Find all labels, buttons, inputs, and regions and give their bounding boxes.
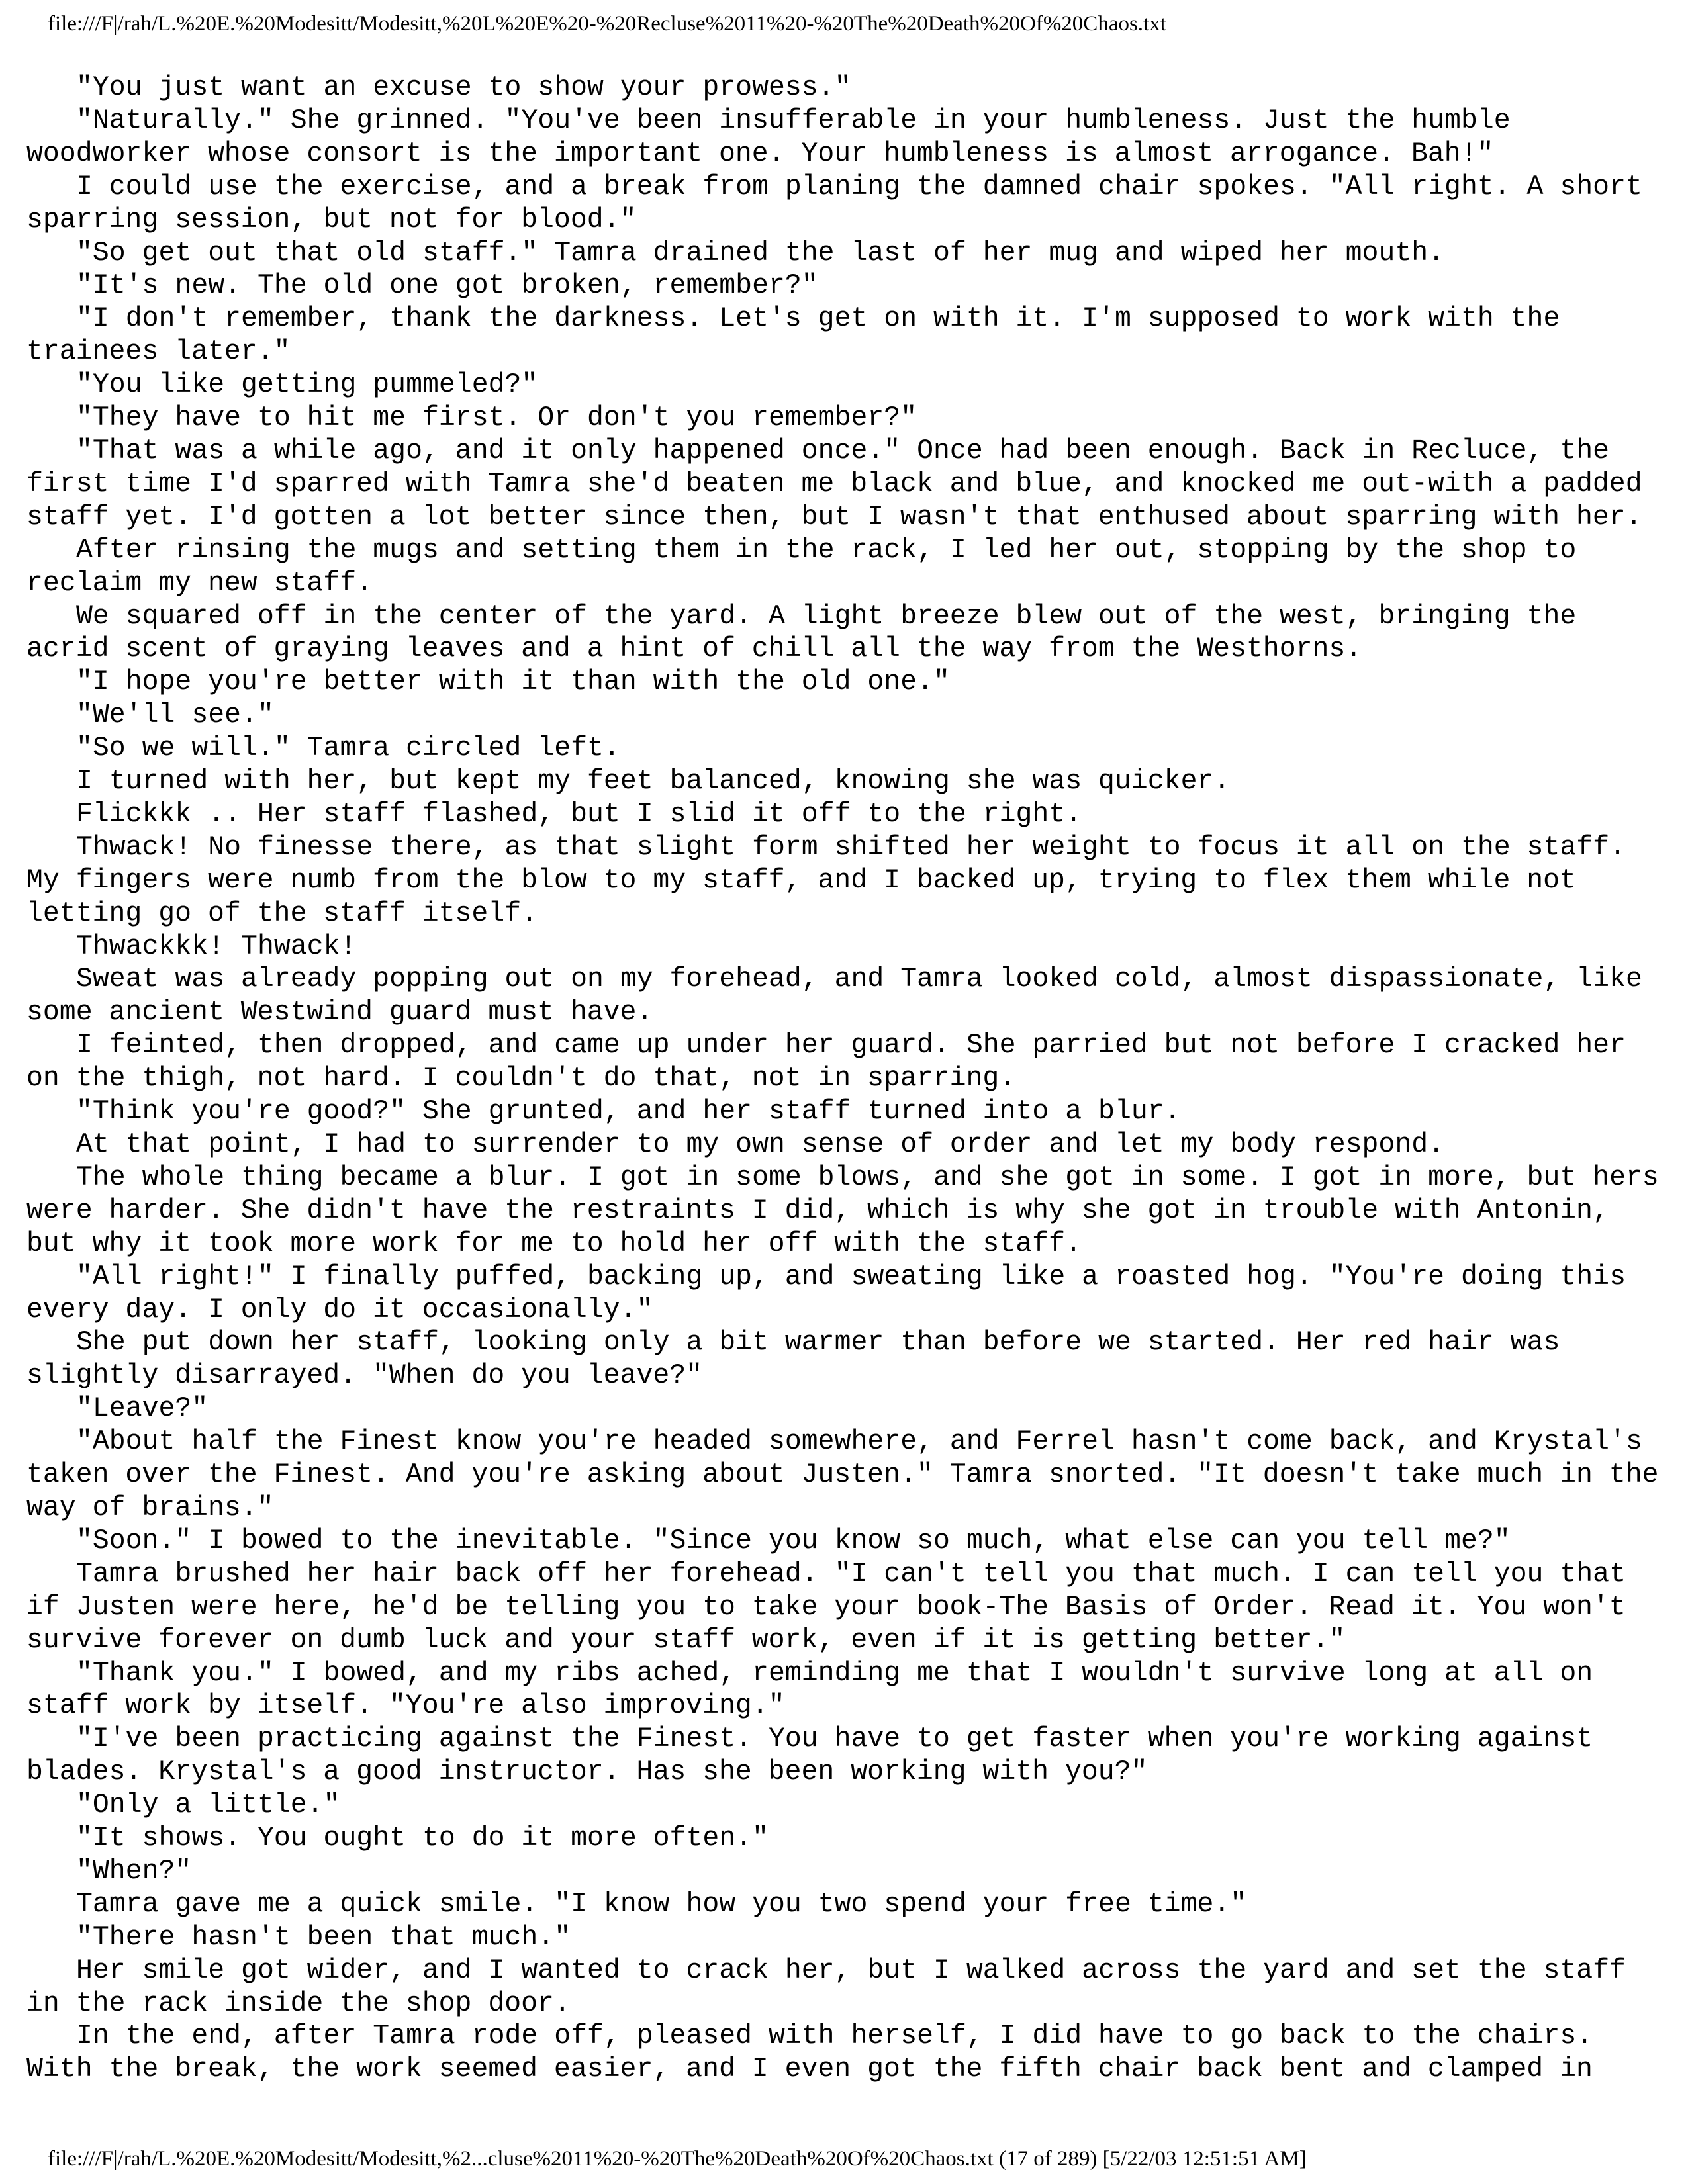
paragraph: "I've been practicing against the Finest. You have to get faster when you're working against blades. Krystal's a good instructor. Has she been working with you?" [26,1723,1593,1788]
paragraph: I feinted, then dropped, and came up under her guard. She parried but not before I cracked her on the thigh, not hard. I couldn't do that, not in sparring. [26,1030,1626,1095]
paragraph: We squared off in the center of the yard. A light breeze blew out of the west, bringing the acrid scent of graying leaves and a hint of chill all the way from the Westhorns. [26,600,1577,665]
paragraph: "So get out that old staff." Tamra drained the last of her mug and wiped her mouth. [76,237,1445,269]
paragraph: "Only a little." [76,1790,340,1821]
paragraph: "I don't remember, thank the darkness. Let's get on with it. I'm supposed to work with the trainees later." [26,303,1560,368]
paragraph: Her smile got wider, and I wanted to crack her, but I walked across the yard and set the staff in the rack inside the shop door. [26,1954,1626,2019]
paragraph: Tamra gave me a quick smile. "I know how you two spend your free time." [76,1888,1247,1920]
page-body [26,71,1668,2086]
paragraph: At that point, I had to surrender to my own sense of order and let my body respond. [76,1129,1445,1160]
paragraph: "We'll see." [76,700,274,731]
footer-file-path: file:///F|/rah/L.%20E.%20Modesitt/Modesitt,%2...cluse%2011%20-%20The%20Death%20Of%20Chaos.txt (17 of 289) [5/22/03 12:51:51 AM] [48,2147,1307,2171]
paragraph: Flickkk .. Her staff flashed, but I slid it off to the right. [76,798,1082,830]
paragraph: "That was a while ago, and it only happened once." Once had been enough. Back in Recluce, the first time I'd sparred with Tamra she'd beaten me black and blue, and knocked me out-with a padded staff yet. I'd gotten a lot better since then, but I wasn't that enthused about sparring with her. [26,435,1642,533]
paragraph: After rinsing the mugs and setting them in the rack, I led her out, stopping by the shop to reclaim my new staff. [26,534,1577,599]
paragraph: Thwack! No finesse there, as that slight form shifted her weight to focus it all on the staff. My fingers were numb from the blow to my staff, and I backed up, trying to flex them while not letting go of the staff itself. [26,831,1626,929]
paragraph: "Think you're good?" She grunted, and her staff turned into a blur. [76,1096,1181,1128]
paragraph: "You like getting pummeled?" [76,369,538,401]
paragraph: "Thank you." I bowed, and my ribs ached, reminding me that I wouldn't survive long at all on staff work by itself. "You're also improving." [26,1657,1593,1722]
paragraph: "I hope you're better with it than with the old one." [76,666,950,698]
paragraph: "They have to hit me first. Or don't you remember?" [76,402,917,434]
paragraph: "There hasn't been that much." [76,1921,571,1953]
header-file-path: file:///F|/rah/L.%20E.%20Modesitt/Modesitt,%20L%20E%20-%20Recluse%2011%20-%20The%20Death%20Of%20Chaos.txt [48,12,1166,36]
paragraph: "You just want an excuse to show your prowess." [76,72,851,103]
paragraph: I turned with her, but kept my feet balanced, knowing she was quicker. [76,766,1231,797]
paragraph: "Naturally." She grinned. "You've been insufferable in your humbleness. Just the humble woodworker whose consort is the important one. Your humbleness is almost arrogance. Bah!" [26,105,1511,169]
paragraph: Sweat was already popping out on my forehead, and Tamra looked cold, almost dispassionate, like some ancient Westwind guard must have. [26,964,1642,1028]
paragraph: Tamra brushed her hair back off her forehead. "I can't tell you that much. I can tell you that if Justen were here, he'd be telling you to take your book-The Basis of Order. Read it. You won't survive forever on dumb luck and your staff work, even if it is getting better." [26,1558,1626,1656]
paragraph: "Leave?" [76,1393,209,1425]
paragraph: "It's new. The old one got broken, remember?" [76,270,818,302]
paragraph: The whole thing became a blur. I got in some blows, and she got in some. I got in more, but hers were harder. She didn't have the restraints I did, which is why she got in trouble with Antonin, but why it took more work for me to hold her off with the staff. [26,1161,1659,1259]
paragraph: "About half the Finest know you're headed somewhere, and Ferrel hasn't come back, and Krystal's taken over the Finest. And you're asking about Justen." Tamra snorted. "It doesn't take much in the way of brains." [26,1426,1659,1524]
paragraph: "Soon." I bowed to the inevitable. "Since you know so much, what else can you tell me?" [76,1525,1511,1557]
paragraph: "So we will." Tamra circled left. [76,733,620,764]
paragraph: In the end, after Tamra rode off, pleased with herself, I did have to go back to the chairs. With the break, the work seemed easier, and I even got the fifth chair back bent and clamped in [26,2021,1593,2085]
paragraph: "When?" [76,1855,192,1887]
paragraph: "It shows. You ought to do it more often." [76,1823,769,1854]
paragraph: She put down her staff, looking only a bit warmer than before we started. Her red hair was slightly disarrayed. "When do you leave?" [26,1327,1560,1392]
paragraph: Thwackkk! Thwack! [76,931,357,962]
paragraph: I could use the exercise, and a break from planing the damned chair spokes. "All right. A short sparring session, but not for blood." [26,171,1642,236]
paragraph: "All right!" I finally puffed, backing up, and sweating like a roasted hog. "You're doing this every day. I only do it occasionally." [26,1261,1626,1326]
